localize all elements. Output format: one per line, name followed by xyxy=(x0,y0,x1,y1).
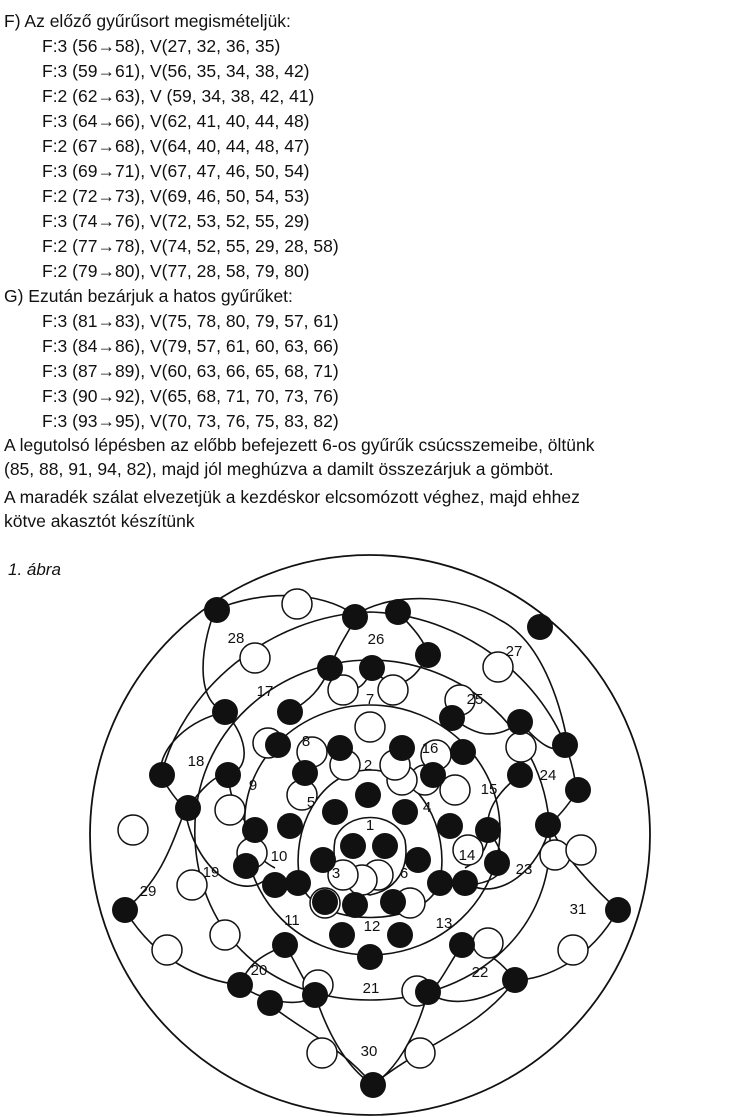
filled-bead xyxy=(415,979,441,1005)
filled-bead xyxy=(149,762,175,788)
ring-label: 19 xyxy=(202,863,220,881)
filled-bead xyxy=(359,655,385,681)
filled-bead xyxy=(507,762,533,788)
figure-caption: 1. ábra xyxy=(8,560,61,579)
ring-label: 18 xyxy=(187,752,205,770)
filled-bead xyxy=(475,817,501,843)
ring-label: 21 xyxy=(362,979,380,997)
section-f-step: F:3 (74→76), V(72, 53, 52, 55, 29) xyxy=(42,211,310,231)
ring-label: 16 xyxy=(421,739,439,757)
filled-bead xyxy=(317,655,343,681)
open-bead xyxy=(566,835,596,865)
ring-label: 12 xyxy=(363,917,381,935)
filled-bead xyxy=(389,735,415,761)
section-g-step: F:3 (84→86), V(79, 57, 61, 60, 63, 66) xyxy=(42,336,339,356)
paragraph-line: kötve akasztót készítünk xyxy=(4,511,195,531)
ring-label: 28 xyxy=(227,629,245,647)
filled-bead xyxy=(405,847,431,873)
ring-label: 25 xyxy=(466,690,484,708)
ring-label: 30 xyxy=(360,1042,378,1060)
filled-bead xyxy=(327,735,353,761)
ring-label: 20 xyxy=(250,961,268,979)
ring-label: 27 xyxy=(505,642,523,660)
filled-bead xyxy=(265,732,291,758)
ring-label: 31 xyxy=(569,900,587,918)
filled-bead xyxy=(415,642,441,668)
filled-bead xyxy=(285,870,311,896)
filled-bead xyxy=(502,967,528,993)
section-g-step: F:3 (93→95), V(70, 73, 76, 75, 83, 82) xyxy=(42,411,339,431)
section-f-step: F:2 (72→73), V(69, 46, 50, 54, 53) xyxy=(42,186,310,206)
ring-label: 4 xyxy=(422,798,432,816)
open-bead xyxy=(473,928,503,958)
filled-bead xyxy=(427,870,453,896)
section-f-step: F:2 (77→78), V(74, 52, 55, 29, 28, 58) xyxy=(42,236,339,256)
filled-bead xyxy=(257,990,283,1016)
filled-bead xyxy=(380,889,406,915)
section-f-step: F:2 (67→68), V(64, 40, 44, 48, 47) xyxy=(42,136,310,156)
filled-bead xyxy=(439,705,465,731)
section-g-heading: G) Ezután bezárjuk a hatos gyűrűket: xyxy=(4,286,293,306)
filled-bead xyxy=(552,732,578,758)
filled-bead xyxy=(355,782,381,808)
filled-bead xyxy=(565,777,591,803)
section-f-step: F:2 (79→80), V(77, 28, 58, 79, 80) xyxy=(42,261,310,281)
ring-label: 10 xyxy=(270,847,288,865)
ring-label: 8 xyxy=(301,732,311,750)
filled-bead xyxy=(302,982,328,1008)
filled-bead xyxy=(527,614,553,640)
open-bead xyxy=(282,589,312,619)
section-g-step: F:3 (87→89), V(60, 63, 66, 65, 68, 71) xyxy=(42,361,339,381)
section-g-step: F:3 (90→92), V(65, 68, 71, 70, 73, 76) xyxy=(42,386,339,406)
ring-label: 5 xyxy=(306,793,316,811)
open-bead xyxy=(540,840,570,870)
filled-bead xyxy=(452,870,478,896)
open-bead xyxy=(506,732,536,762)
filled-bead xyxy=(212,699,238,725)
open-bead xyxy=(405,1038,435,1068)
filled-bead xyxy=(387,922,413,948)
section-f-step: F:3 (64→66), V(62, 41, 40, 44, 48) xyxy=(42,111,310,131)
open-bead xyxy=(558,935,588,965)
ring-label: 24 xyxy=(539,766,557,784)
ring-label: 13 xyxy=(435,914,453,932)
filled-bead xyxy=(272,932,298,958)
section-f-step: F:3 (69→71), V(67, 47, 46, 50, 54) xyxy=(42,161,310,181)
filled-bead xyxy=(392,799,418,825)
filled-bead xyxy=(605,897,631,923)
filled-bead xyxy=(484,850,510,876)
section-f-step: F:3 (59→61), V(56, 35, 34, 38, 42) xyxy=(42,61,310,81)
filled-bead xyxy=(292,760,318,786)
filled-bead xyxy=(322,799,348,825)
filled-bead xyxy=(342,604,368,630)
filled-bead xyxy=(277,813,303,839)
filled-bead xyxy=(329,922,355,948)
ring-label: 14 xyxy=(458,846,476,864)
filled-bead xyxy=(342,892,368,918)
filled-bead xyxy=(262,872,288,898)
ring-label: 29 xyxy=(139,882,157,900)
ring-label: 1 xyxy=(365,816,375,834)
paragraph-line: (85, 88, 91, 94, 82), majd jól meghúzva a damilt összezárjuk a gömböt. xyxy=(4,459,554,479)
ring-label: 23 xyxy=(515,860,533,878)
filled-bead xyxy=(215,762,241,788)
ring-label: 11 xyxy=(284,911,300,929)
ring-label: 9 xyxy=(248,776,258,794)
open-bead xyxy=(215,795,245,825)
filled-bead xyxy=(449,932,475,958)
ring-label: 3 xyxy=(331,864,341,882)
filled-bead xyxy=(385,599,411,625)
open-bead xyxy=(152,935,182,965)
filled-bead xyxy=(357,944,383,970)
filled-bead xyxy=(204,597,230,623)
filled-bead xyxy=(450,739,476,765)
filled-bead xyxy=(175,795,201,821)
open-bead xyxy=(118,815,148,845)
filled-bead xyxy=(227,972,253,998)
filled-bead xyxy=(340,833,366,859)
section-f-heading: F) Az előző gyűrűsort megismételjük: xyxy=(4,11,291,31)
ring-label: 2 xyxy=(363,756,373,774)
filled-bead xyxy=(112,897,138,923)
filled-bead xyxy=(360,1072,386,1098)
section-f-step: F:2 (62→63), V (59, 34, 38, 42, 41) xyxy=(42,86,315,106)
thread-curve xyxy=(373,980,515,1085)
open-bead xyxy=(210,920,240,950)
section-g-step: F:3 (81→83), V(75, 78, 80, 79, 57, 61) xyxy=(42,311,339,331)
open-bead xyxy=(355,712,385,742)
filled-bead xyxy=(437,813,463,839)
ring-label: 7 xyxy=(365,690,375,708)
paragraph-line: A legutolsó lépésben az előbb befejezett 6-os gyűrűk csúcsszemeibe, öltünk xyxy=(4,435,595,455)
open-bead xyxy=(378,675,408,705)
ring-label: 15 xyxy=(480,780,498,798)
filled-bead xyxy=(312,889,338,915)
ring-label: 17 xyxy=(256,682,274,700)
section-f-step: F:3 (56→58), V(27, 32, 36, 35) xyxy=(42,36,281,56)
filled-bead xyxy=(420,762,446,788)
filled-bead xyxy=(242,817,268,843)
open-bead xyxy=(240,643,270,673)
filled-bead xyxy=(535,812,561,838)
ring-label: 26 xyxy=(367,630,385,648)
filled-bead xyxy=(372,833,398,859)
filled-bead xyxy=(507,709,533,735)
open-bead xyxy=(307,1038,337,1068)
ring-label: 22 xyxy=(471,963,489,981)
paragraph-line: A maradék szálat elvezetjük a kezdéskor elcsomózott véghez, majd ehhez xyxy=(4,487,580,507)
thread-curve xyxy=(315,992,428,1085)
filled-bead xyxy=(233,853,259,879)
filled-bead xyxy=(277,699,303,725)
ring-label: 6 xyxy=(399,864,409,882)
